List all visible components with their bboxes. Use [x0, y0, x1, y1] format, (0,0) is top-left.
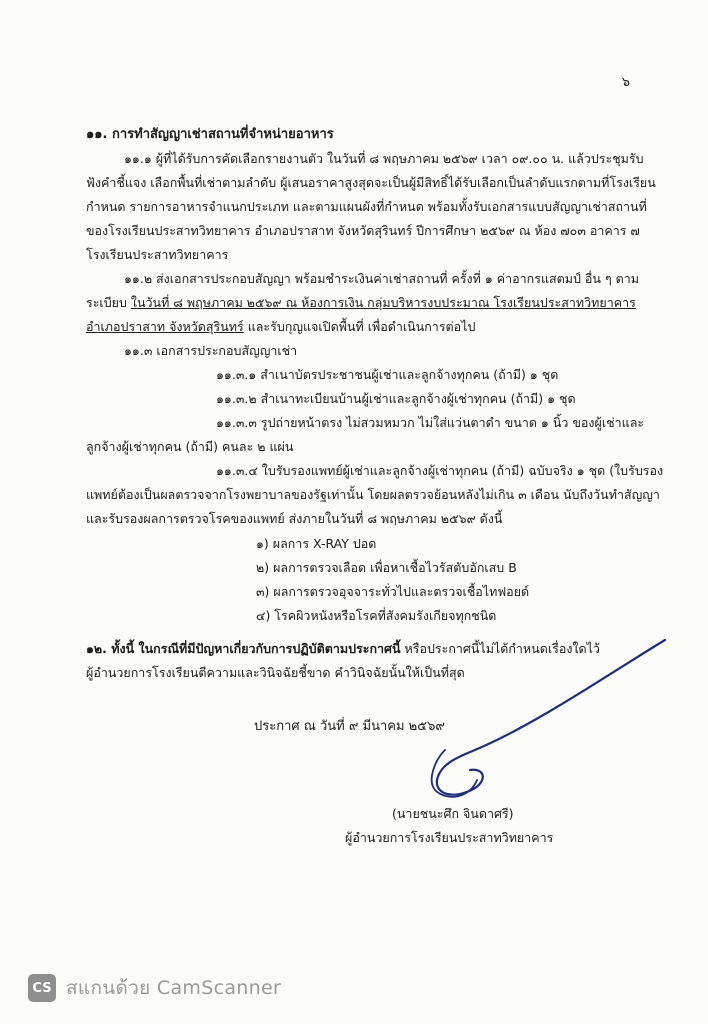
section-12-bold-lead: ๑๒. ทั้งนี้ ในกรณีที่มีปัญหาเกี่ยวกับการปฏิบัติตามประกาศนี้ — [86, 641, 401, 656]
camscanner-logo-icon: CS — [28, 974, 56, 1002]
para-11-2-line-2 — [86, 297, 636, 310]
doc-item-4-line-3: และรับรองผลการตรวจโรคของแพทย์ ส่งภายในวันที่ ๘ พฤษภาคม ๒๕๖๙ ดังนี้ — [86, 511, 503, 526]
para-11-1-line-3: กำหนด รายการอาหารจำแนกประเภท และตามแผนผังที่กำหนด พร้อมทั้งรับเอกสารแบบสัญญาเช่าสถานที่ — [86, 199, 647, 214]
signer-title: ผู้อำนวยการโรงเรียนประสาทวิทยาคาร — [345, 830, 554, 845]
signer-name: (นายชนะศึก จินดาศรี) — [392, 806, 514, 821]
doc-item-3-line-1: ๑๑.๓.๓ รูปถ่ายหน้าตรง ไม่สวมหมวก ไม่ใส่แว่นตาดำ ขนาด ๑ นิ้ว ของผู้เช่าและ — [216, 415, 645, 430]
doc-item-2: ๑๑.๓.๒ สำเนาทะเบียนบ้านผู้เช่าและลูกจ้างผู้เช่าทุกคน (ถ้ามี) ๑ ชุด — [216, 391, 576, 406]
para-11-2-underlined-district: อำเภอปราสาท จังหวัดสุรินทร์ — [86, 319, 244, 334]
camscanner-watermark — [28, 974, 281, 1002]
medical-check-4: ๔) โรคผิวหนังหรือโรคที่สังคมรังเกียจทุกชนิด — [256, 608, 497, 623]
doc-item-4-line-2: แพทย์ต้องเป็นผลตรวจจากโรงพยาบาลของรัฐเท่านั้น โดยผลตรวจย้อนหลังไม่เกิน ๓ เดือน นับถึงวันทำสัญญา — [86, 487, 660, 502]
para-11-2-underlined-date-place: ในวันที่ ๘ พฤษภาคม ๒๕๖๙ ณ ห้องการเงิน กลุ่มบริหารงบประมาณ โรงเรียนประสาทวิทยาคาร — [130, 295, 636, 310]
camscanner-text: สแกนด้วย CamScanner — [66, 976, 282, 999]
section-11-heading: ๑๑. การทำสัญญาเช่าสถานที่จำหน่ายอาหาร — [86, 127, 334, 142]
para-11-1-line-5: โรงเรียนประสาทวิทยาคาร — [86, 247, 229, 262]
section-12-line-2: ผู้อำนวยการโรงเรียนตีความและวินิจฉัยชี้ขาด คำวินิจฉัยนั้นให้เป็นที่สุด — [86, 665, 465, 680]
medical-check-1: ๑) ผลการ X-RAY ปอด — [256, 536, 377, 551]
para-11-2-line-3 — [86, 321, 475, 334]
para-11-1-line-2: ฟังคำชี้แจง เลือกพื้นที่เช่าตามลำดับ ผู้เสนอราคาสูงสุดจะเป็นผู้มีสิทธิ์ได้รับเลือกเป็นลำดับแรกตามที่โรงเรียน — [86, 175, 656, 190]
doc-item-4-line-1: ๑๑.๓.๔ ใบรับรองแพทย์ผู้เช่าและลูกจ้างผู้เช่าทุกคน (ถ้ามี) ฉบับจริง ๑ ชุด (ใบรับรอง — [216, 463, 664, 478]
signature-scribble — [415, 630, 675, 810]
para-11-3-heading: ๑๑.๓ เอกสารประกอบสัญญาเช่า — [124, 343, 298, 358]
medical-check-2: ๒) ผลการตรวจเลือด เพื่อหาเชื้อไวรัสตับอักเสบ B — [256, 560, 517, 575]
medical-check-3: ๓) ผลการตรวจอุจจาระทั่วไปและตรวจเชื้อไทฟอยด์ — [256, 584, 530, 599]
announcement-date: ประกาศ ณ วันที่ ๙ มีนาคม ๒๕๖๙ — [254, 719, 445, 734]
doc-item-3-line-2: ลูกจ้างผู้เช่าทุกคน (ถ้ามี) คนละ ๒ แผ่น — [86, 439, 294, 454]
para-11-2-suffix: และรับกุญแจเปิดพื้นที่ เพื่อดำเนินการต่อไป — [243, 319, 476, 334]
para-11-1-line-4: ของโรงเรียนประสาทวิทยาคาร อำเภอปราสาท จังหวัดสุรินทร์ ปีการศึกษา ๒๕๖๙ ณ ห้อง ๗๐๓ อาคาร ๗ — [86, 223, 640, 238]
para-11-2-line-1: ๑๑.๒ ส่งเอกสารประกอบสัญญา พร้อมชำระเงินค่าเช่าสถานที่ ครั้งที่ ๑ ค่าอากรแสตมป์ อื่น ๆ ตาม — [124, 271, 640, 286]
section-12-rest: หรือประกาศนี้ไม่ได้กำหนดเรื่องใดไว้ — [400, 641, 600, 656]
para-11-1-line-1: ๑๑.๑ ผู้ที่ได้รับการคัดเลือกรายงานตัว ในวันที่ ๘ พฤษภาคม ๒๕๖๙ เวลา ๐๙.๐๐ น. แล้วประชุมรับ — [124, 151, 644, 166]
para-11-2-prefix: ระเบียบ — [86, 295, 131, 310]
page-number: ๖ — [621, 75, 630, 90]
doc-item-1: ๑๑.๓.๑ สำเนาบัตรประชาชนผู้เช่าและลูกจ้างทุกคน (ถ้ามี) ๑ ชุด — [216, 367, 559, 382]
